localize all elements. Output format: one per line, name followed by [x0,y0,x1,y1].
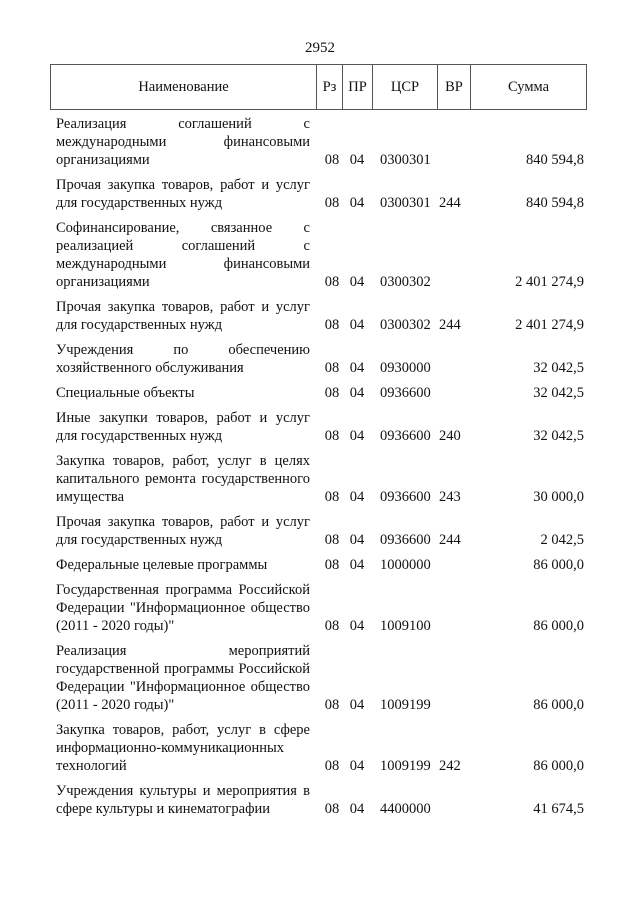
row-vr [437,639,470,718]
row-csr: 0300301 [380,152,431,168]
row-sum: 840 594,8 [526,195,584,211]
row-pr: 04 [349,489,365,505]
table-row [50,295,586,338]
row-vr [437,553,470,578]
row-rz: 08 [324,385,340,401]
row-pr: 04 [349,428,365,444]
row-vr: 244 [439,532,461,548]
row-pr: 04 [349,758,365,774]
row-rz: 08 [324,428,340,444]
row-csr: 0936600 [380,428,431,444]
row-name: Учреждения по обеспечению хозяйственного обслуживания [56,342,310,376]
row-pr: 04 [349,152,365,168]
row-vr: 242 [439,758,461,774]
row-rz: 08 [324,557,340,573]
row-csr: 1000000 [380,557,431,573]
row-name: Специальные объекты [56,385,195,401]
row-csr: 0936600 [380,532,431,548]
row-csr: 1009199 [380,697,431,713]
row-pr: 04 [349,557,365,573]
table-row [50,112,586,173]
table-row [50,449,586,510]
row-name: Федеральные целевые программы [56,557,268,573]
row-pr: 04 [349,274,365,290]
row-vr [437,112,470,173]
table-row [50,779,586,822]
row-name: Закупка товаров, работ, услуг в целях капитального ремонта государственного имущества [56,453,310,505]
row-csr: 0300302 [380,317,431,333]
row-rz: 08 [324,489,340,505]
row-csr: 0936600 [380,385,431,401]
row-rz: 08 [324,274,340,290]
table-row [50,718,586,779]
row-csr: 4400000 [380,801,431,817]
table-row [50,216,586,295]
table-header [50,64,587,110]
row-name: Учреждения культуры и мероприятия в сфере культуры и кинематографии [56,783,310,817]
row-csr: 0936600 [380,489,431,505]
row-sum: 32 042,5 [533,385,584,401]
row-sum: 86 000,0 [533,758,584,774]
row-sum: 32 042,5 [533,428,584,444]
budget-table [50,112,586,822]
row-rz: 08 [324,195,340,211]
row-pr: 04 [349,317,365,333]
table-row [50,381,586,406]
header-csr: ЦСР [373,65,438,110]
row-name: Реализация мероприятий государственной программы Российской Федерации "Информационное общество (2011 - 2020 годы)" [56,643,310,713]
row-rz: 08 [324,317,340,333]
row-sum: 840 594,8 [526,152,584,168]
row-name: Прочая закупка товаров, работ и услуг для государственных нужд [56,299,310,333]
row-csr: 1009199 [380,758,431,774]
table-row [50,553,586,578]
row-rz: 08 [324,697,340,713]
header-rz: Рз [317,65,343,110]
row-pr: 04 [349,360,365,376]
row-vr: 243 [439,489,461,505]
table-row [50,173,586,216]
row-pr: 04 [349,618,365,634]
row-sum: 41 674,5 [533,801,584,817]
table-row [50,406,586,449]
header-vr: ВР [438,65,471,110]
row-name: Закупка товаров, работ, услуг в сфере информационно-коммуникационных технологий [56,722,310,774]
row-rz: 08 [324,618,340,634]
row-name: Прочая закупка товаров, работ и услуг для государственных нужд [56,177,310,211]
row-vr [437,779,470,822]
row-vr [437,381,470,406]
row-rz: 08 [324,152,340,168]
row-csr: 0300301 [380,195,431,211]
row-pr: 04 [349,697,365,713]
row-sum: 86 000,0 [533,618,584,634]
table-row [50,639,586,718]
row-sum: 2 042,5 [540,532,584,548]
row-sum: 32 042,5 [533,360,584,376]
row-csr: 1009100 [380,618,431,634]
row-rz: 08 [324,758,340,774]
row-vr: 244 [439,195,461,211]
row-sum: 30 000,0 [533,489,584,505]
header-pr: ПР [343,65,373,110]
row-pr: 04 [349,385,365,401]
page-number: 2952 [305,40,335,56]
row-sum: 2 401 274,9 [515,274,584,290]
row-rz: 08 [324,532,340,548]
row-csr: 0930000 [380,360,431,376]
row-vr [437,216,470,295]
row-vr [437,578,470,639]
row-vr: 240 [439,428,461,444]
row-name: Реализация соглашений с международными финансовыми организациями [56,116,310,168]
table-row [50,578,586,639]
row-pr: 04 [349,801,365,817]
row-pr: 04 [349,532,365,548]
row-vr [437,338,470,381]
row-rz: 08 [324,801,340,817]
row-sum: 2 401 274,9 [515,317,584,333]
row-pr: 04 [349,195,365,211]
row-rz: 08 [324,360,340,376]
row-name: Государственная программа Российской Федерации "Информационное общество (2011 - 2020 годы)" [56,582,310,634]
row-name: Прочая закупка товаров, работ и услуг для государственных нужд [56,514,310,548]
header-name: Наименование [51,65,317,110]
row-sum: 86 000,0 [533,697,584,713]
row-name: Иные закупки товаров, работ и услуг для государственных нужд [56,410,310,444]
row-sum: 86 000,0 [533,557,584,573]
row-name: Софинансирование, связанное с реализацией соглашений с международными финансовыми организациями [56,220,310,290]
header-sum: Сумма [471,65,587,110]
row-vr: 244 [439,317,461,333]
row-csr: 0300302 [380,274,431,290]
table-row [50,510,586,553]
table-row [50,338,586,381]
